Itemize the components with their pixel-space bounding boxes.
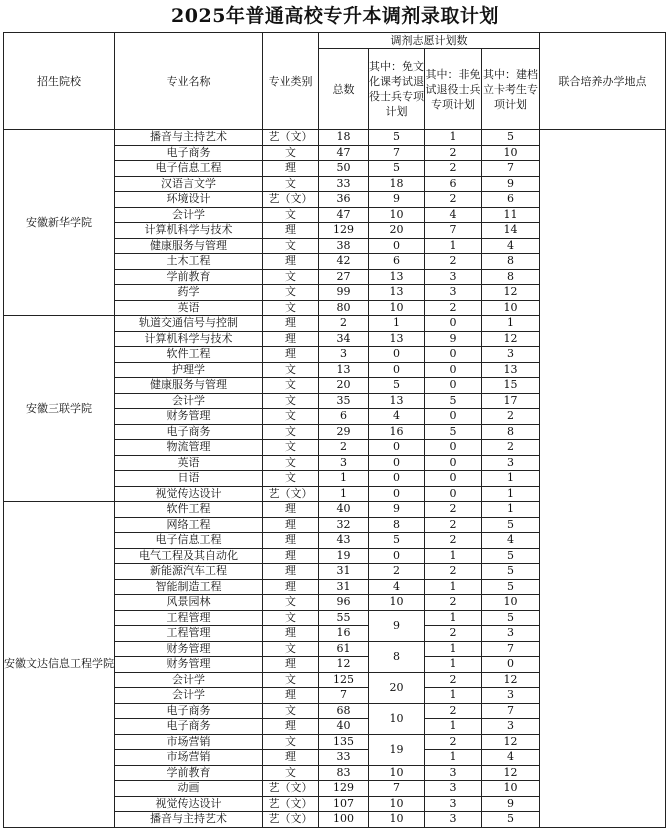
major-category: 理 (263, 548, 319, 564)
major-category: 文 (263, 424, 319, 440)
major-category: 文 (263, 455, 319, 471)
plan-total: 3 (319, 455, 369, 471)
poverty-registered-count: 5 (482, 517, 540, 533)
poverty-registered-count: 5 (482, 130, 540, 146)
header-plan-group: 调剂志愿计划数 (319, 33, 540, 49)
poverty-registered-count: 2 (482, 440, 540, 456)
veteran-nonexempt-count: 1 (425, 238, 482, 254)
header-location: 联合培养办学地点 (540, 33, 666, 130)
major-name: 环境设计 (115, 192, 263, 208)
poverty-registered-count: 15 (482, 378, 540, 394)
plan-total: 27 (319, 269, 369, 285)
major-name: 学前教育 (115, 765, 263, 781)
plan-total: 99 (319, 285, 369, 301)
veteran-nonexempt-count: 3 (425, 285, 482, 301)
veteran-exempt-count: 6 (369, 254, 425, 270)
major-category: 文 (263, 610, 319, 626)
poverty-registered-count: 1 (482, 471, 540, 487)
veteran-exempt-count: 10 (369, 812, 425, 828)
header-category: 专业类别 (263, 33, 319, 130)
poverty-registered-count: 1 (482, 502, 540, 518)
veteran-nonexempt-count: 0 (425, 455, 482, 471)
major-name: 财务管理 (115, 657, 263, 673)
veteran-exempt-count: 13 (369, 331, 425, 347)
poverty-registered-count: 12 (482, 331, 540, 347)
major-name: 会计学 (115, 207, 263, 223)
school-name: 安徽文达信息工程学院 (4, 502, 115, 828)
poverty-registered-count: 2 (482, 409, 540, 425)
plan-total: 36 (319, 192, 369, 208)
major-name: 新能源汽车工程 (115, 564, 263, 580)
poverty-registered-count: 5 (482, 812, 540, 828)
plan-total: 50 (319, 161, 369, 177)
poverty-registered-count: 8 (482, 269, 540, 285)
major-category: 理 (263, 223, 319, 239)
joint-location-cell (540, 130, 666, 828)
major-name: 汉语言文学 (115, 176, 263, 192)
major-name: 播音与主持艺术 (115, 812, 263, 828)
major-name: 电子商务 (115, 145, 263, 161)
veteran-nonexempt-count: 2 (425, 626, 482, 642)
veteran-exempt-count: 8 (369, 641, 425, 672)
veteran-exempt-count: 5 (369, 378, 425, 394)
major-category: 理 (263, 533, 319, 549)
major-category: 文 (263, 641, 319, 657)
veteran-exempt-count: 10 (369, 300, 425, 316)
veteran-exempt-count: 18 (369, 176, 425, 192)
major-category: 理 (263, 564, 319, 580)
plan-total: 12 (319, 657, 369, 673)
major-name: 药学 (115, 285, 263, 301)
major-category: 文 (263, 207, 319, 223)
veteran-exempt-count: 13 (369, 285, 425, 301)
plan-total: 135 (319, 734, 369, 750)
major-name: 视觉传达设计 (115, 796, 263, 812)
major-category: 理 (263, 657, 319, 673)
major-category: 文 (263, 595, 319, 611)
plan-total: 107 (319, 796, 369, 812)
poverty-registered-count: 3 (482, 455, 540, 471)
major-category: 文 (263, 393, 319, 409)
major-name: 工程管理 (115, 610, 263, 626)
major-category: 理 (263, 626, 319, 642)
veteran-exempt-count: 0 (369, 455, 425, 471)
poverty-registered-count: 7 (482, 641, 540, 657)
plan-total: 34 (319, 331, 369, 347)
veteran-exempt-count: 9 (369, 192, 425, 208)
poverty-registered-count: 12 (482, 285, 540, 301)
major-name: 学前教育 (115, 269, 263, 285)
major-name: 风景园林 (115, 595, 263, 611)
veteran-nonexempt-count: 2 (425, 517, 482, 533)
major-category: 理 (263, 347, 319, 363)
poverty-registered-count: 5 (482, 548, 540, 564)
major-category: 艺（文） (263, 796, 319, 812)
poverty-registered-count: 7 (482, 161, 540, 177)
header-poverty-registered: 其中：建档立卡考生专项计划 (482, 49, 540, 130)
veteran-exempt-count: 1 (369, 316, 425, 332)
school-name: 安徽三联学院 (4, 316, 115, 502)
veteran-nonexempt-count: 1 (425, 610, 482, 626)
veteran-exempt-count: 20 (369, 672, 425, 703)
veteran-exempt-count: 5 (369, 130, 425, 146)
poverty-registered-count: 4 (482, 750, 540, 766)
poverty-registered-count: 10 (482, 781, 540, 797)
table-row (4, 130, 666, 146)
major-category: 文 (263, 734, 319, 750)
plan-total: 42 (319, 254, 369, 270)
veteran-exempt-count: 2 (369, 564, 425, 580)
plan-total: 32 (319, 517, 369, 533)
major-category: 文 (263, 409, 319, 425)
veteran-nonexempt-count: 3 (425, 796, 482, 812)
major-category: 理 (263, 331, 319, 347)
veteran-nonexempt-count: 0 (425, 409, 482, 425)
veteran-nonexempt-count: 0 (425, 378, 482, 394)
veteran-exempt-count: 7 (369, 145, 425, 161)
plan-total: 40 (319, 719, 369, 735)
veteran-exempt-count: 8 (369, 517, 425, 533)
major-category: 文 (263, 362, 319, 378)
veteran-nonexempt-count: 1 (425, 641, 482, 657)
veteran-nonexempt-count: 5 (425, 393, 482, 409)
major-name: 会计学 (115, 672, 263, 688)
poverty-registered-count: 9 (482, 176, 540, 192)
veteran-nonexempt-count: 2 (425, 703, 482, 719)
veteran-nonexempt-count: 2 (425, 145, 482, 161)
major-category: 理 (263, 502, 319, 518)
major-name: 轨道交通信号与控制 (115, 316, 263, 332)
major-name: 护理学 (115, 362, 263, 378)
veteran-exempt-count: 7 (369, 781, 425, 797)
major-category: 文 (263, 300, 319, 316)
plan-total: 40 (319, 502, 369, 518)
major-name: 电子信息工程 (115, 533, 263, 549)
veteran-nonexempt-count: 0 (425, 362, 482, 378)
plan-total: 83 (319, 765, 369, 781)
table-body (4, 130, 666, 828)
poverty-registered-count: 10 (482, 595, 540, 611)
plan-total: 33 (319, 750, 369, 766)
poverty-registered-count: 3 (482, 719, 540, 735)
plan-total: 100 (319, 812, 369, 828)
veteran-nonexempt-count: 2 (425, 564, 482, 580)
veteran-exempt-count: 4 (369, 579, 425, 595)
plan-total: 43 (319, 533, 369, 549)
poverty-registered-count: 1 (482, 316, 540, 332)
poverty-registered-count: 3 (482, 347, 540, 363)
veteran-nonexempt-count: 3 (425, 765, 482, 781)
poverty-registered-count: 1 (482, 486, 540, 502)
plan-total: 38 (319, 238, 369, 254)
plan-total: 125 (319, 672, 369, 688)
page-title: 2025年普通高校专升本调剂录取计划 (171, 5, 499, 27)
veteran-exempt-count: 0 (369, 347, 425, 363)
veteran-exempt-count: 0 (369, 471, 425, 487)
plan-total: 1 (319, 471, 369, 487)
major-category: 文 (263, 269, 319, 285)
veteran-nonexempt-count: 6 (425, 176, 482, 192)
major-name: 日语 (115, 471, 263, 487)
header-school: 招生院校 (4, 33, 115, 130)
major-name: 工程管理 (115, 626, 263, 642)
major-name: 健康服务与管理 (115, 378, 263, 394)
plan-total: 2 (319, 316, 369, 332)
plan-total: 96 (319, 595, 369, 611)
poverty-registered-count: 3 (482, 688, 540, 704)
admission-plan-table (3, 32, 666, 828)
veteran-exempt-count: 13 (369, 269, 425, 285)
plan-total: 55 (319, 610, 369, 626)
plan-total: 2 (319, 440, 369, 456)
major-category: 理 (263, 316, 319, 332)
veteran-nonexempt-count: 2 (425, 254, 482, 270)
veteran-exempt-count: 10 (369, 207, 425, 223)
plan-total: 129 (319, 781, 369, 797)
header-veteran-nonexempt: 其中：非免试退役士兵专项计划 (425, 49, 482, 130)
plan-total: 18 (319, 130, 369, 146)
school-name: 安徽新华学院 (4, 130, 115, 316)
veteran-nonexempt-count: 1 (425, 750, 482, 766)
veteran-exempt-count: 19 (369, 734, 425, 765)
plan-total: 31 (319, 564, 369, 580)
plan-total: 7 (319, 688, 369, 704)
major-category: 理 (263, 688, 319, 704)
veteran-exempt-count: 9 (369, 502, 425, 518)
veteran-exempt-count: 0 (369, 238, 425, 254)
veteran-exempt-count: 0 (369, 486, 425, 502)
veteran-nonexempt-count: 1 (425, 579, 482, 595)
major-name: 计算机科学与技术 (115, 331, 263, 347)
veteran-nonexempt-count: 1 (425, 657, 482, 673)
major-name: 健康服务与管理 (115, 238, 263, 254)
veteran-nonexempt-count: 2 (425, 300, 482, 316)
poverty-registered-count: 13 (482, 362, 540, 378)
poverty-registered-count: 0 (482, 657, 540, 673)
major-name: 智能制造工程 (115, 579, 263, 595)
poverty-registered-count: 4 (482, 238, 540, 254)
veteran-exempt-count: 20 (369, 223, 425, 239)
major-name: 财务管理 (115, 641, 263, 657)
poverty-registered-count: 12 (482, 734, 540, 750)
major-name: 软件工程 (115, 502, 263, 518)
major-name: 市场营销 (115, 734, 263, 750)
veteran-nonexempt-count: 0 (425, 471, 482, 487)
major-name: 财务管理 (115, 409, 263, 425)
major-name: 软件工程 (115, 347, 263, 363)
poverty-registered-count: 8 (482, 254, 540, 270)
major-category: 文 (263, 176, 319, 192)
major-category: 文 (263, 238, 319, 254)
header-major: 专业名称 (115, 33, 263, 130)
veteran-exempt-count: 10 (369, 595, 425, 611)
veteran-nonexempt-count: 1 (425, 688, 482, 704)
veteran-exempt-count: 0 (369, 548, 425, 564)
major-category: 艺（文） (263, 781, 319, 797)
major-category: 理 (263, 161, 319, 177)
plan-total: 33 (319, 176, 369, 192)
major-name: 视觉传达设计 (115, 486, 263, 502)
veteran-exempt-count: 9 (369, 610, 425, 641)
major-name: 计算机科学与技术 (115, 223, 263, 239)
veteran-nonexempt-count: 0 (425, 316, 482, 332)
major-category: 理 (263, 517, 319, 533)
veteran-nonexempt-count: 3 (425, 812, 482, 828)
poverty-registered-count: 12 (482, 765, 540, 781)
veteran-exempt-count: 10 (369, 796, 425, 812)
plan-total: 47 (319, 145, 369, 161)
plan-total: 13 (319, 362, 369, 378)
plan-total: 3 (319, 347, 369, 363)
veteran-exempt-count: 5 (369, 533, 425, 549)
veteran-exempt-count: 10 (369, 765, 425, 781)
poverty-registered-count: 17 (482, 393, 540, 409)
plan-total: 35 (319, 393, 369, 409)
major-category: 理 (263, 750, 319, 766)
veteran-nonexempt-count: 2 (425, 734, 482, 750)
major-name: 电气工程及其自动化 (115, 548, 263, 564)
major-name: 电子商务 (115, 424, 263, 440)
major-category: 文 (263, 672, 319, 688)
plan-total: 6 (319, 409, 369, 425)
major-name: 土木工程 (115, 254, 263, 270)
plan-total: 16 (319, 626, 369, 642)
veteran-exempt-count: 4 (369, 409, 425, 425)
plan-total: 68 (319, 703, 369, 719)
major-category: 文 (263, 440, 319, 456)
veteran-nonexempt-count: 2 (425, 192, 482, 208)
veteran-nonexempt-count: 2 (425, 502, 482, 518)
veteran-nonexempt-count: 5 (425, 424, 482, 440)
poverty-registered-count: 5 (482, 564, 540, 580)
veteran-nonexempt-count: 9 (425, 331, 482, 347)
major-category: 艺（文） (263, 812, 319, 828)
veteran-nonexempt-count: 2 (425, 595, 482, 611)
major-name: 播音与主持艺术 (115, 130, 263, 146)
header-total: 总数 (319, 49, 369, 130)
poverty-registered-count: 3 (482, 626, 540, 642)
veteran-nonexempt-count: 0 (425, 440, 482, 456)
plan-total: 20 (319, 378, 369, 394)
plan-total: 29 (319, 424, 369, 440)
veteran-exempt-count: 0 (369, 362, 425, 378)
major-name: 网络工程 (115, 517, 263, 533)
major-category: 艺（文） (263, 486, 319, 502)
major-name: 电子商务 (115, 719, 263, 735)
poverty-registered-count: 5 (482, 610, 540, 626)
major-name: 电子商务 (115, 703, 263, 719)
major-name: 动画 (115, 781, 263, 797)
poverty-registered-count: 5 (482, 579, 540, 595)
major-category: 艺（文） (263, 192, 319, 208)
veteran-exempt-count: 13 (369, 393, 425, 409)
poverty-registered-count: 6 (482, 192, 540, 208)
plan-total: 80 (319, 300, 369, 316)
poverty-registered-count: 7 (482, 703, 540, 719)
veteran-exempt-count: 10 (369, 703, 425, 734)
veteran-nonexempt-count: 7 (425, 223, 482, 239)
veteran-nonexempt-count: 3 (425, 269, 482, 285)
veteran-nonexempt-count: 1 (425, 548, 482, 564)
veteran-nonexempt-count: 1 (425, 130, 482, 146)
veteran-nonexempt-count: 2 (425, 533, 482, 549)
plan-total: 19 (319, 548, 369, 564)
major-name: 会计学 (115, 393, 263, 409)
major-category: 文 (263, 285, 319, 301)
poverty-registered-count: 12 (482, 672, 540, 688)
major-category: 文 (263, 145, 319, 161)
plan-total: 129 (319, 223, 369, 239)
plan-total: 47 (319, 207, 369, 223)
major-name: 英语 (115, 455, 263, 471)
major-category: 文 (263, 703, 319, 719)
veteran-exempt-count: 16 (369, 424, 425, 440)
major-name: 英语 (115, 300, 263, 316)
veteran-nonexempt-count: 4 (425, 207, 482, 223)
major-category: 文 (263, 765, 319, 781)
plan-total: 31 (319, 579, 369, 595)
veteran-nonexempt-count: 0 (425, 347, 482, 363)
poverty-registered-count: 4 (482, 533, 540, 549)
major-category: 文 (263, 378, 319, 394)
major-category: 文 (263, 471, 319, 487)
major-name: 电子信息工程 (115, 161, 263, 177)
header-veteran-exempt: 其中：免文化课考试退役士兵专项计划 (369, 49, 425, 130)
veteran-nonexempt-count: 2 (425, 161, 482, 177)
major-category: 理 (263, 254, 319, 270)
major-name: 物流管理 (115, 440, 263, 456)
veteran-nonexempt-count: 0 (425, 486, 482, 502)
major-category: 理 (263, 719, 319, 735)
veteran-exempt-count: 5 (369, 161, 425, 177)
poverty-registered-count: 10 (482, 145, 540, 161)
major-category: 理 (263, 579, 319, 595)
major-name: 会计学 (115, 688, 263, 704)
poverty-registered-count: 10 (482, 300, 540, 316)
veteran-nonexempt-count: 1 (425, 719, 482, 735)
poverty-registered-count: 11 (482, 207, 540, 223)
poverty-registered-count: 9 (482, 796, 540, 812)
plan-total: 1 (319, 486, 369, 502)
veteran-nonexempt-count: 3 (425, 781, 482, 797)
veteran-nonexempt-count: 2 (425, 672, 482, 688)
major-category: 艺（文） (263, 130, 319, 146)
plan-total: 61 (319, 641, 369, 657)
poverty-registered-count: 8 (482, 424, 540, 440)
major-name: 市场营销 (115, 750, 263, 766)
poverty-registered-count: 14 (482, 223, 540, 239)
veteran-exempt-count: 0 (369, 440, 425, 456)
